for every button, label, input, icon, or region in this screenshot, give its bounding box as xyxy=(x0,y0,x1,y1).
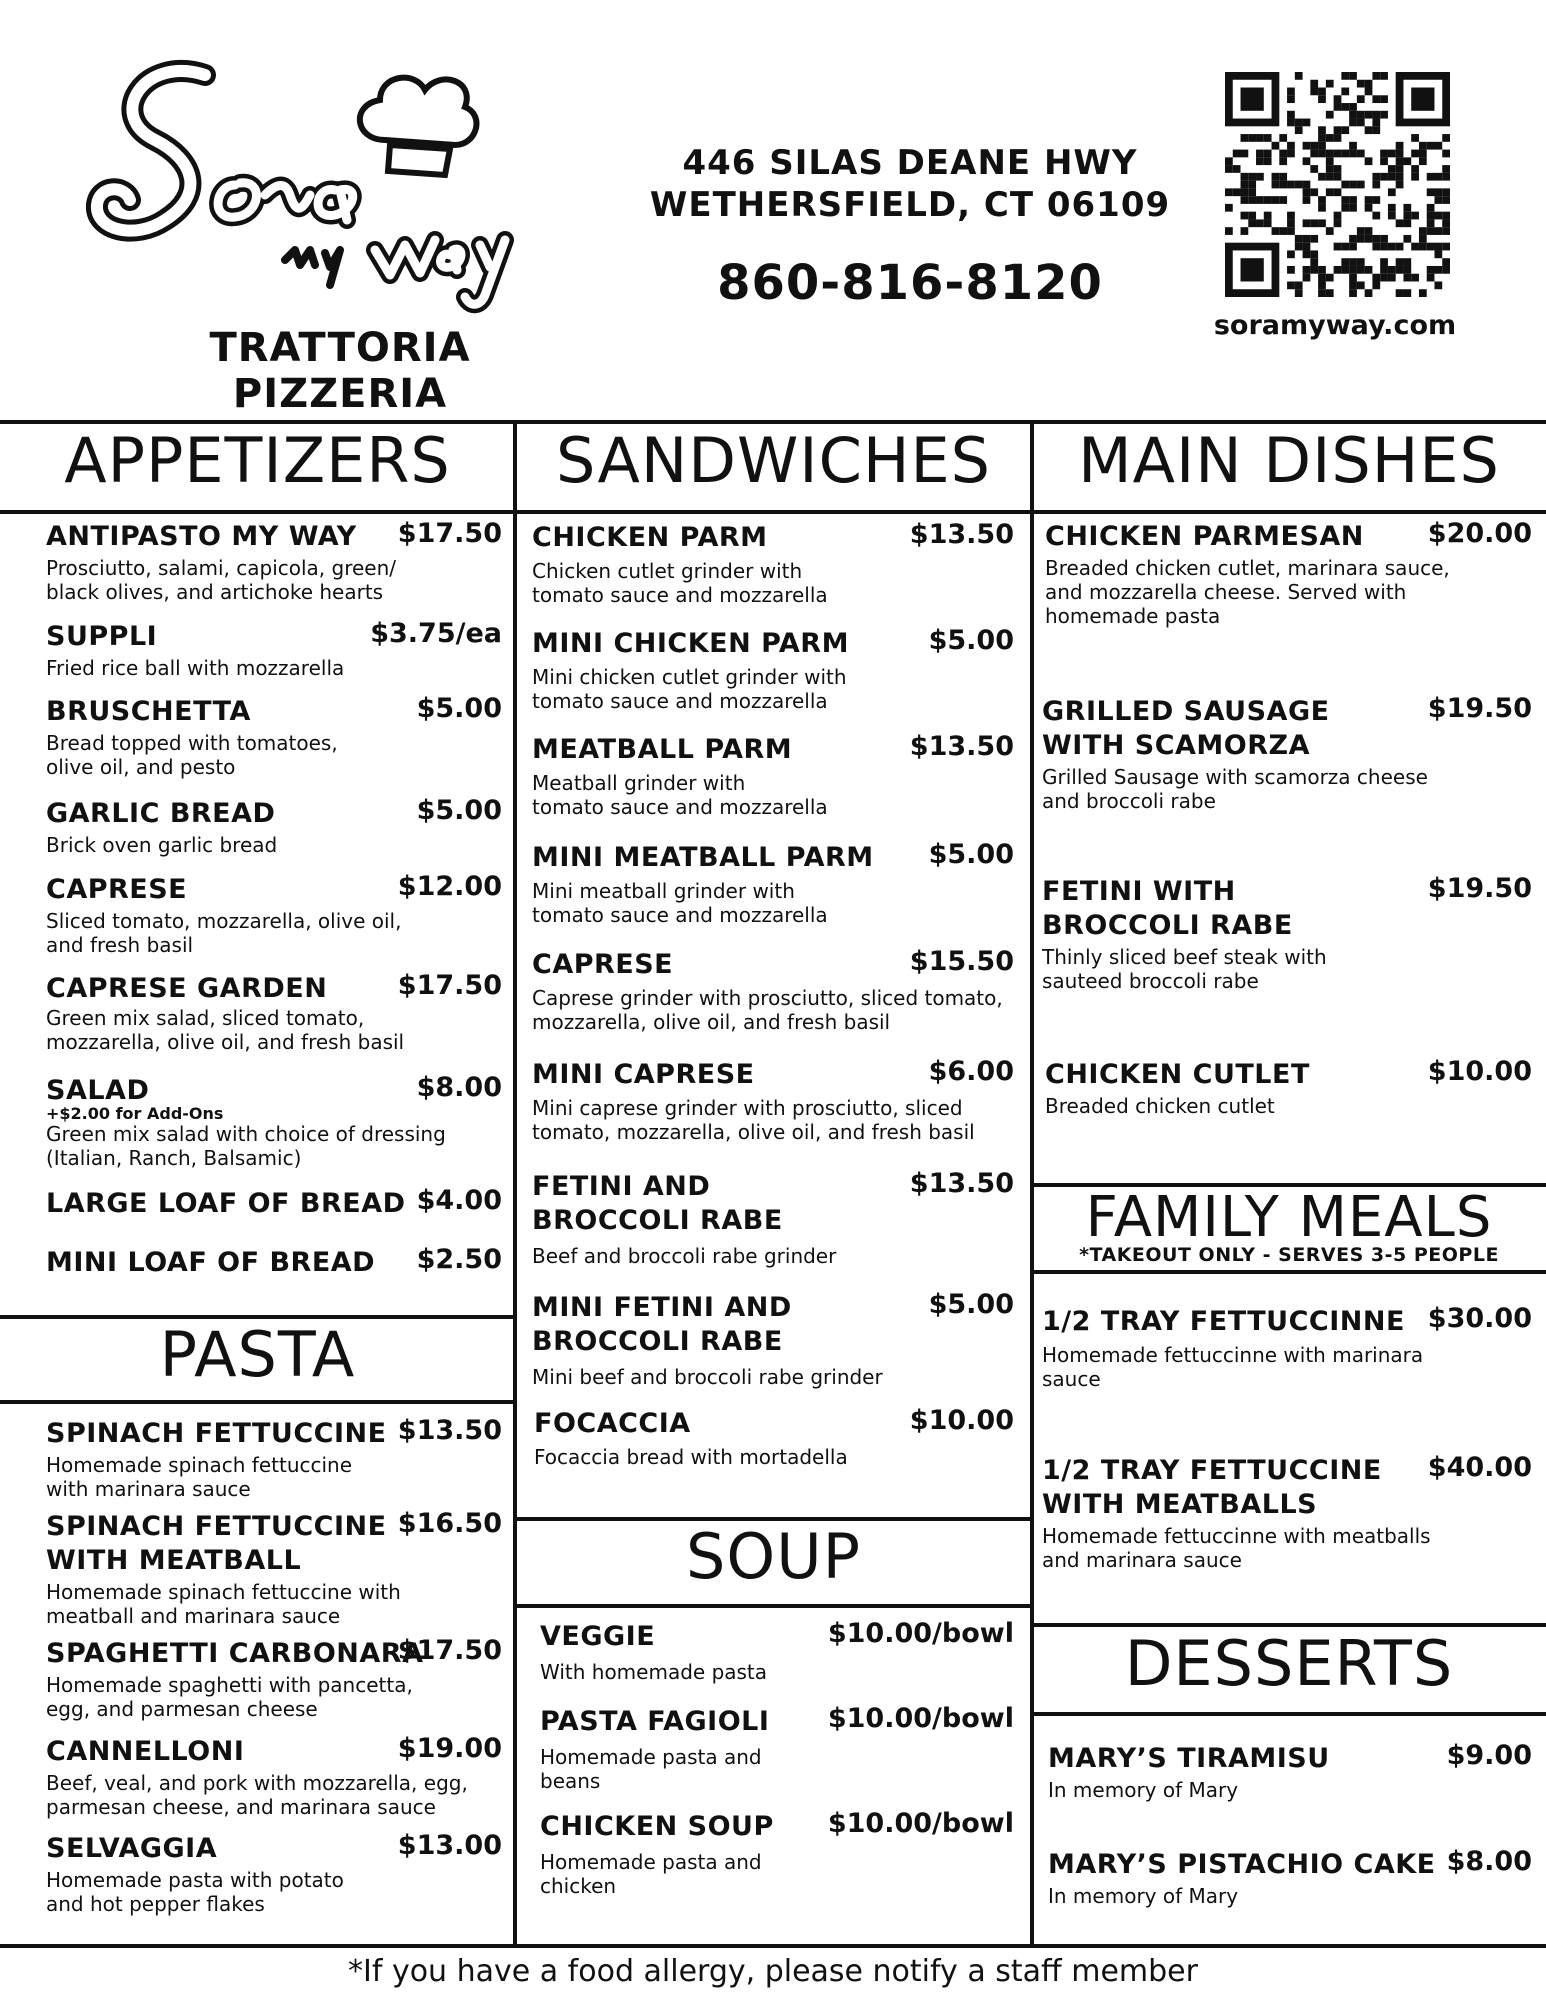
item-name: MINI CAPRESE xyxy=(532,1059,755,1090)
item-description: Chicken cutlet grinder with tomato sauce and mozzarella xyxy=(532,559,828,607)
item-description: Homemade pasta and chicken xyxy=(540,1850,762,1898)
item-name: BRUSCHETTA xyxy=(46,696,251,727)
menu-item xyxy=(1042,1454,1532,1574)
item-price: $10.00/bowl xyxy=(827,1703,1014,1734)
chef-hat-icon xyxy=(360,78,477,175)
item-description: Caprese grinder with prosciutto, sliced tomato, mozzarella, olive oil, and fresh basil xyxy=(532,986,1003,1034)
item-name: MINI MEATBALL PARM xyxy=(532,842,874,873)
item-name: CHICKEN PARMESAN xyxy=(1045,521,1364,552)
item-price: $13.50 xyxy=(909,519,1014,550)
menu-item xyxy=(46,1733,502,1819)
item-description: Beef and broccoli rabe grinder xyxy=(532,1244,837,1268)
item-price: $8.00 xyxy=(1446,1846,1532,1877)
divider xyxy=(515,1604,1032,1608)
menu-item xyxy=(1045,520,1532,630)
item-description: In memory of Mary xyxy=(1048,1884,1239,1908)
item-price: $2.50 xyxy=(416,1244,502,1275)
divider xyxy=(0,510,1546,514)
item-price: $9.00 xyxy=(1446,1740,1532,1771)
item-name: FETINI WITH BROCCOLI RABE xyxy=(1042,876,1293,941)
item-name: FETINI AND BROCCOLI RABE xyxy=(532,1171,783,1236)
item-name: CAPRESE xyxy=(532,949,674,980)
item-price: $5.00 xyxy=(928,839,1014,870)
item-name: PASTA FAGIOLI xyxy=(540,1706,770,1737)
item-description: Homemade spinach fettuccine with meatball and marinara sauce xyxy=(46,1580,401,1628)
pasta-heading: PASTA xyxy=(159,1318,356,1391)
menu-item xyxy=(1042,695,1532,815)
item-description: Focaccia bread with mortadella xyxy=(534,1445,848,1469)
item-name: SELVAGGIA xyxy=(46,1833,218,1864)
item-name: MARY’S PISTACHIO CAKE xyxy=(1048,1849,1436,1880)
item-price: $3.75/ea xyxy=(370,618,502,649)
item-price: $19.50 xyxy=(1427,873,1532,904)
item-description: Homemade fettuccinne with meatballs and marinara sauce xyxy=(1042,1524,1431,1572)
menu-item xyxy=(46,1510,502,1630)
item-price: $8.00 xyxy=(416,1072,502,1103)
item-price: $30.00 xyxy=(1427,1303,1532,1334)
divider xyxy=(0,1400,515,1404)
item-price: $13.50 xyxy=(397,1415,502,1446)
item-name: GRILLED SAUSAGE WITH SCAMORZA xyxy=(1042,696,1330,761)
item-name: SPAGHETTI CARBONARA xyxy=(46,1638,424,1669)
item-description: Green mix salad, sliced tomato, mozzarella, olive oil, and fresh basil xyxy=(46,1006,405,1054)
menu-item xyxy=(532,946,1022,1034)
item-name: MINI FETINI AND BROCCOLI RABE xyxy=(532,1292,792,1357)
item-price: $10.00 xyxy=(909,1405,1014,1436)
item-description: Breaded chicken cutlet, marinara sauce, and mozzarella cheese. Served with homemade pasta xyxy=(1045,556,1450,628)
allergy-notice: *If you have a food allergy, please notify a staff member xyxy=(348,1954,1198,1989)
menu-item xyxy=(532,839,1014,927)
item-name: SPINACH FETTUCCINE xyxy=(46,1418,387,1449)
item-name: MEATBALL PARM xyxy=(532,734,793,765)
item-description: Meatball grinder with tomato sauce and mozzarella xyxy=(532,771,828,819)
item-price: $6.00 xyxy=(928,1056,1014,1087)
menu-item xyxy=(1045,1058,1532,1128)
appetizers-heading: APPETIZERS xyxy=(64,424,451,497)
item-price: $40.00 xyxy=(1427,1452,1532,1483)
menu-item xyxy=(46,1187,502,1227)
item-name: CHICKEN SOUP xyxy=(540,1811,774,1842)
address xyxy=(630,142,1190,226)
menu-item xyxy=(46,871,502,957)
item-description: Thinly sliced beef steak with sauteed broccoli rabe xyxy=(1042,945,1327,993)
item-price: $5.00 xyxy=(416,795,502,826)
item-description: Homemade fettuccinne with marinara sauce xyxy=(1042,1343,1424,1391)
menu-item xyxy=(532,1170,1014,1280)
logo-subtitle: TRATTORIA PIZZERIA xyxy=(209,325,471,417)
family-meals-subtitle: *TAKEOUT ONLY - SERVES 3-5 PEOPLE xyxy=(1079,1244,1499,1266)
menu-item xyxy=(46,1635,502,1721)
menu-item xyxy=(532,625,1014,713)
item-name: CHICKEN CUTLET xyxy=(1045,1059,1310,1090)
item-description: Mini meatball grinder with tomato sauce and mozzarella xyxy=(532,879,828,927)
menu-item xyxy=(46,518,502,604)
phone-number: 860-816-8120 xyxy=(717,255,1103,311)
sandwiches-heading: SANDWICHES xyxy=(555,424,992,497)
main-dishes-heading: MAIN DISHES xyxy=(1078,424,1500,497)
item-price: $13.50 xyxy=(909,1168,1014,1199)
item-name: MARY’S TIRAMISU xyxy=(1048,1743,1330,1774)
item-price: $4.00 xyxy=(416,1185,502,1216)
item-description: Mini chicken cutlet grinder with tomato sauce and mozzarella xyxy=(532,665,847,713)
item-name: VEGGIE xyxy=(540,1621,656,1652)
item-description: Homemade spinach fettuccine with marinara sauce xyxy=(46,1453,353,1501)
item-name: SPINACH FETTUCCINE WITH MEATBALL xyxy=(46,1511,387,1576)
menu-item xyxy=(1042,1305,1532,1395)
menu-item xyxy=(540,1705,1014,1795)
menu-item xyxy=(46,1074,502,1174)
item-price: $5.00 xyxy=(416,693,502,724)
item-price: $20.00 xyxy=(1427,518,1532,549)
desserts-heading: DESSERTS xyxy=(1124,1627,1454,1700)
item-price: $10.00 xyxy=(1427,1056,1532,1087)
item-description: In memory of Mary xyxy=(1048,1778,1239,1802)
qr-code-icon[interactable] xyxy=(1220,72,1455,297)
item-name: SUPPLI xyxy=(46,621,158,652)
item-description: With homemade pasta xyxy=(540,1660,768,1684)
item-price: $19.00 xyxy=(397,1733,502,1764)
item-name: MINI CHICKEN PARM xyxy=(532,628,849,659)
menu-item xyxy=(534,1407,1014,1477)
divider xyxy=(1032,1712,1546,1716)
item-description: Grilled Sausage with scamorza cheese and broccoli rabe xyxy=(1042,765,1428,813)
menu-item xyxy=(1048,1848,1532,1918)
item-description: Bread topped with tomatoes, olive oil, and pesto xyxy=(46,731,338,779)
address-line-2: WETHERSFIELD, CT 06109 xyxy=(649,185,1171,225)
menu-item xyxy=(540,1620,1014,1690)
item-name: CANNELLONI xyxy=(46,1736,245,1767)
item-name: 1/2 TRAY FETTUCCINNE xyxy=(1042,1306,1405,1337)
address-line-1: 446 SILAS DEANE HWY xyxy=(682,143,1138,183)
menu-item xyxy=(46,1415,502,1501)
item-description: Prosciutto, salami, capicola, green/ black olives, and artichoke hearts xyxy=(46,556,397,604)
menu-item xyxy=(1042,875,1532,995)
item-price: $12.00 xyxy=(397,871,502,902)
item-description: Brick oven garlic bread xyxy=(46,833,278,857)
item-description: Mini caprese grinder with prosciutto, sliced tomato, mozzarella, olive oil, and fresh basil xyxy=(532,1096,975,1144)
item-description: Sliced tomato, mozzarella, olive oil, and fresh basil xyxy=(46,909,402,957)
website-link[interactable]: soramyway.com xyxy=(1213,310,1457,341)
soup-heading: SOUP xyxy=(686,1520,861,1593)
item-description: Homemade spaghetti with pancetta, egg, and parmesan cheese xyxy=(46,1673,413,1721)
menu-item xyxy=(46,620,502,680)
item-description: Homemade pasta and beans xyxy=(540,1745,762,1793)
menu-item xyxy=(46,1246,502,1286)
item-price: $10.00/bowl xyxy=(827,1808,1014,1839)
item-price: $17.50 xyxy=(397,1635,502,1666)
menu-item xyxy=(532,1291,1014,1401)
item-price: $17.50 xyxy=(397,970,502,1001)
menu-item xyxy=(540,1810,1014,1900)
item-name: LARGE LOAF OF BREAD xyxy=(46,1188,406,1219)
menu-item xyxy=(1048,1742,1532,1812)
menu-item xyxy=(46,972,502,1052)
item-price: $15.50 xyxy=(909,946,1014,977)
item-description: Green mix salad with choice of dressing (Italian, Ranch, Balsamic) xyxy=(46,1122,446,1170)
family-meals-heading: FAMILY MEALS xyxy=(1085,1185,1493,1250)
item-name: CAPRESE xyxy=(46,874,188,905)
item-name: SALAD xyxy=(46,1075,150,1106)
item-description: Fried rice ball with mozzarella xyxy=(46,656,345,680)
item-price: $13.00 xyxy=(397,1830,502,1861)
item-name: CHICKEN PARM xyxy=(532,522,768,553)
menu-item xyxy=(532,519,1014,607)
item-name: 1/2 TRAY FETTUCCINE WITH MEATBALLS xyxy=(1042,1455,1382,1520)
menu-item xyxy=(532,731,1014,819)
menu-item xyxy=(532,1056,1014,1144)
item-description: Breaded chicken cutlet xyxy=(1045,1094,1275,1118)
divider xyxy=(1032,1270,1546,1274)
item-price: $5.00 xyxy=(928,1289,1014,1320)
item-price: $17.50 xyxy=(397,518,502,549)
item-price: $16.50 xyxy=(397,1508,502,1539)
item-price: $19.50 xyxy=(1427,693,1532,724)
item-note: +$2.00 for Add-Ons xyxy=(46,1104,224,1123)
restaurant-logo xyxy=(85,45,605,315)
item-description: Beef, veal, and pork with mozzarella, egg, parmesan cheese, and marinara sauce xyxy=(46,1771,468,1819)
divider xyxy=(0,1944,1546,1948)
item-name: CAPRESE GARDEN xyxy=(46,973,328,1004)
divider xyxy=(513,420,517,1948)
menu-item xyxy=(46,797,502,857)
item-price: $13.50 xyxy=(909,731,1014,762)
item-name: GARLIC BREAD xyxy=(46,798,276,829)
item-name: ANTIPASTO MY WAY xyxy=(46,521,357,552)
item-name: MINI LOAF OF BREAD xyxy=(46,1247,376,1278)
item-description: Homemade pasta with potato and hot pepper flakes xyxy=(46,1868,344,1916)
item-name: FOCACCIA xyxy=(534,1408,691,1439)
item-description: Mini beef and broccoli rabe grinder xyxy=(532,1365,883,1389)
menu-item xyxy=(46,693,502,779)
item-price: $5.00 xyxy=(928,625,1014,656)
menu-item xyxy=(46,1830,502,1916)
item-price: $10.00/bowl xyxy=(827,1618,1014,1649)
